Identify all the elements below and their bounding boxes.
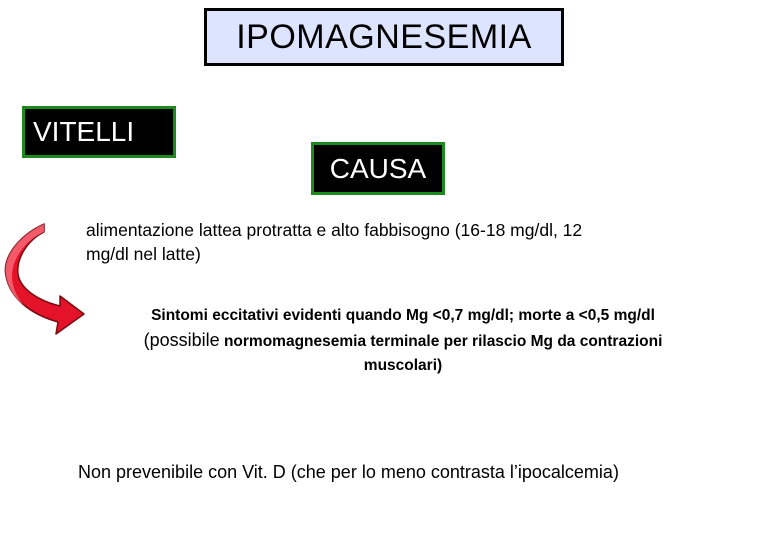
- cause-line-2: mg/dl nel latte): [86, 244, 201, 264]
- vitelli-label: VITELLI: [22, 106, 176, 158]
- symptoms-line-2: [98, 328, 708, 354]
- symptoms-line-2-rest: normomagnesemia terminale per rilascio Mg da contrazioni: [219, 333, 663, 350]
- symptoms-line-3: muscolari): [363, 357, 443, 374]
- page-title: IPOMAGNESEMIA: [204, 8, 564, 66]
- cause-text: [86, 218, 716, 266]
- symptoms-line-1: Sintomi eccitativi evidenti quando Mg <0,7 mg/dl; morte a <0,5 mg/dl: [151, 307, 655, 324]
- causa-label: CAUSA: [311, 142, 445, 195]
- symptoms-line-2-prefix: (possibile: [143, 330, 220, 350]
- curved-arrow-icon: [0, 210, 90, 340]
- cause-line-1: alimentazione lattea protratta e alto fabbisogno (16-18 mg/dl, 12: [86, 220, 583, 240]
- prevention-text: Non prevenibile con Vit. D (che per lo meno contrasta l’ipocalcemia): [78, 462, 619, 482]
- symptoms-text: [98, 304, 708, 378]
